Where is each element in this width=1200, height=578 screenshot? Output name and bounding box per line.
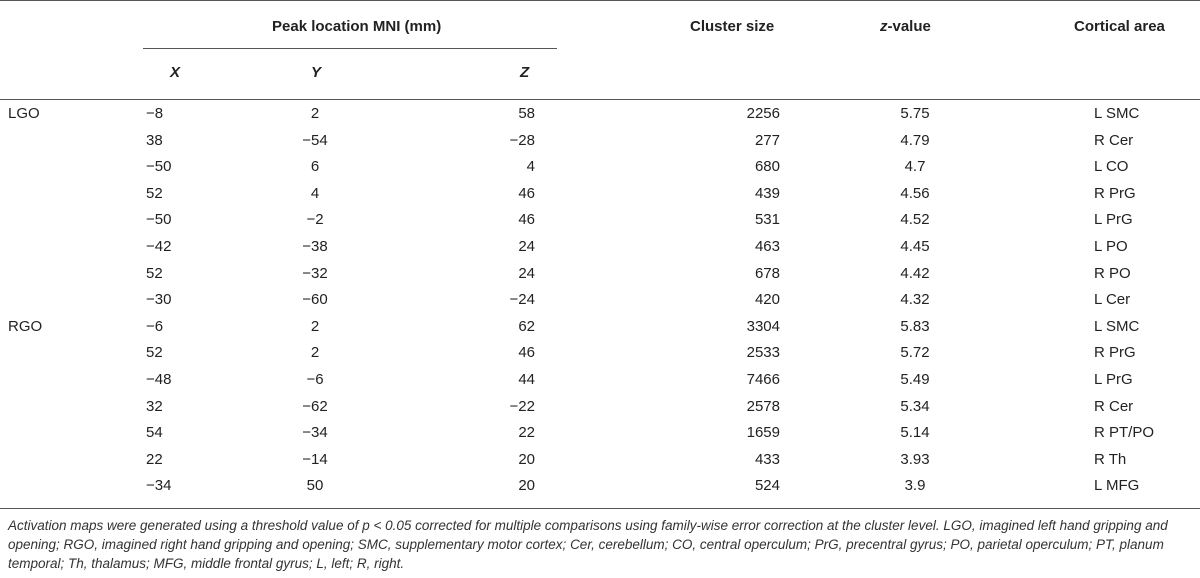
cluster-size-cell: 463 <box>754 238 780 255</box>
table-row <box>0 395 1200 421</box>
x-cell: −50 <box>146 211 172 229</box>
header-z-value <box>880 18 931 35</box>
cluster-size-cell: 277 <box>754 131 780 149</box>
z-value-cell: 4.56 <box>900 184 930 202</box>
cortical-area-cell: R PrG <box>1094 344 1136 362</box>
z-value-cell: 5.72 <box>900 344 930 362</box>
cluster-size-cell: 439 <box>754 184 780 202</box>
table-row <box>0 208 1200 234</box>
x-cell: −6 <box>146 317 164 335</box>
z-cell: 62 <box>518 317 535 335</box>
cortical-area-cell: R Th <box>1094 450 1127 468</box>
x-cell: 32 <box>146 397 163 415</box>
header-cortical-area: Cortical area <box>1074 18 1165 35</box>
table-row <box>0 368 1200 394</box>
x-cell: 38 <box>146 131 163 149</box>
z-value-cell: 5.49 <box>900 371 930 388</box>
cortical-area-cell: R PO <box>1094 264 1131 282</box>
top-rule <box>0 0 1200 1</box>
y-cell: −6 <box>306 371 324 388</box>
cortical-area-cell: L MFG <box>1094 477 1140 495</box>
cluster-size-cell: 678 <box>754 264 780 282</box>
z-cell: −24 <box>509 291 535 309</box>
header-z: Z <box>520 64 530 81</box>
cluster-size-cell: 3304 <box>746 317 780 335</box>
z-cell: 20 <box>518 450 535 468</box>
z-cell: 46 <box>518 211 535 229</box>
y-cell: −14 <box>302 450 328 468</box>
z-value-cell: 5.14 <box>900 424 930 442</box>
z-cell: 58 <box>518 105 535 122</box>
x-cell: 52 <box>146 264 163 282</box>
cluster-size-cell: 2578 <box>746 397 780 415</box>
table-footnote: Activation maps were generated using a threshold value of p < 0.05 corrected for multiple comparisons using family-wise error correction at the cluster level. LGO, imagined left hand gripping and opening; RGO, imagined right hand gripping and opening; SMC, supplementary motor cortex; Cer, cerebellum; CO, central operculum; PrG, precentral gyrus; PO, parietal operculum; PT, planum temporal; Th, thalamus; MFG, middle frontal gyrus; L, left; R, right. <box>8 518 1168 571</box>
table-row <box>0 262 1200 288</box>
cluster-size-cell: 420 <box>754 291 780 309</box>
z-value-cell: 5.75 <box>900 105 930 122</box>
y-cell: 2 <box>310 317 320 335</box>
y-cell: 2 <box>310 105 320 122</box>
x-cell: −50 <box>146 158 172 176</box>
header-x: X <box>170 64 181 81</box>
x-cell: 22 <box>146 450 163 468</box>
header-bottom-rule <box>0 99 1200 100</box>
bottom-rule <box>0 508 1200 509</box>
z-value-cell: 5.34 <box>900 397 930 415</box>
cluster-size-cell: 2256 <box>746 105 780 122</box>
z-value-cell: 4.79 <box>900 131 930 149</box>
z-value-cell: 4.42 <box>900 264 930 282</box>
z-cell: 24 <box>518 238 535 255</box>
cluster-size-cell: 524 <box>754 477 780 495</box>
y-cell: −38 <box>302 238 328 255</box>
cluster-size-cell: 433 <box>754 450 780 468</box>
z-value-cell: 4.45 <box>900 238 930 255</box>
cluster-size-cell: 1659 <box>746 424 780 442</box>
cortical-area-cell: L SMC <box>1094 105 1140 122</box>
z-cell: 20 <box>518 477 535 495</box>
z-cell: −22 <box>509 397 535 415</box>
y-cell: −34 <box>302 424 328 442</box>
y-cell: −60 <box>302 291 328 309</box>
cortical-area-cell: R PT/PO <box>1094 424 1155 442</box>
z-cell: 46 <box>518 184 535 202</box>
y-cell: 4 <box>310 184 320 202</box>
cluster-size-cell: 680 <box>754 158 780 176</box>
y-cell: 50 <box>306 477 324 495</box>
cortical-area-cell: L PO <box>1094 238 1128 255</box>
header-z-letter: z <box>880 18 888 35</box>
y-cell: −2 <box>306 211 324 229</box>
x-cell: 54 <box>146 424 163 442</box>
z-value-cell: 4.32 <box>900 291 930 309</box>
table-row <box>0 129 1200 155</box>
cortical-area-cell: R Cer <box>1094 397 1134 415</box>
y-cell: −54 <box>302 131 328 149</box>
x-cell: 52 <box>146 344 163 362</box>
cluster-size-cell: 2533 <box>746 344 780 362</box>
group-cell: LGO <box>8 105 40 122</box>
x-cell: −30 <box>146 291 172 309</box>
table-row <box>0 288 1200 314</box>
cluster-size-cell: 7466 <box>746 371 780 388</box>
x-cell: 52 <box>146 184 163 202</box>
x-cell: −48 <box>146 371 172 388</box>
table-row <box>0 182 1200 208</box>
table-row <box>0 421 1200 447</box>
y-cell: −62 <box>302 397 328 415</box>
z-value-cell: 4.52 <box>900 211 930 229</box>
cortical-area-cell: R PrG <box>1094 184 1136 202</box>
z-cell: −28 <box>509 131 535 149</box>
table-row <box>0 341 1200 367</box>
z-cell: 4 <box>526 158 535 176</box>
z-value-cell: 3.9 <box>904 477 926 495</box>
header-peak-location: Peak location MNI (mm) <box>272 18 442 35</box>
z-value-cell: 4.7 <box>904 158 926 176</box>
table-row <box>0 448 1200 474</box>
z-value-cell: 5.83 <box>900 317 930 335</box>
z-cell: 24 <box>518 264 535 282</box>
cortical-area-cell: L CO <box>1094 158 1129 176</box>
cortical-area-cell: L PrG <box>1094 371 1133 388</box>
z-value-cell: 3.93 <box>900 450 930 468</box>
z-cell: 46 <box>518 344 535 362</box>
x-cell: −34 <box>146 477 172 495</box>
header-cluster-size: Cluster size <box>690 18 775 35</box>
z-cell: 44 <box>518 371 535 388</box>
table-row <box>0 155 1200 181</box>
x-cell: −42 <box>146 238 172 255</box>
x-cell: −8 <box>146 105 164 122</box>
table-row <box>0 235 1200 261</box>
cortical-area-cell: R Cer <box>1094 131 1134 149</box>
table-row <box>0 315 1200 341</box>
peak-location-rule <box>143 48 557 49</box>
y-cell: 2 <box>310 344 320 362</box>
y-cell: −32 <box>302 264 328 282</box>
header-z-rest: -value <box>887 18 931 35</box>
y-cell: 6 <box>310 158 320 176</box>
cortical-area-cell: L PrG <box>1094 211 1133 229</box>
cortical-area-cell: L SMC <box>1094 317 1140 335</box>
z-cell: 22 <box>518 424 535 442</box>
cortical-area-cell: L Cer <box>1094 291 1131 309</box>
group-cell: RGO <box>8 317 43 335</box>
header-y: Y <box>311 64 322 81</box>
table-row <box>0 102 1200 128</box>
table-row <box>0 474 1200 500</box>
cluster-size-cell: 531 <box>754 211 780 229</box>
